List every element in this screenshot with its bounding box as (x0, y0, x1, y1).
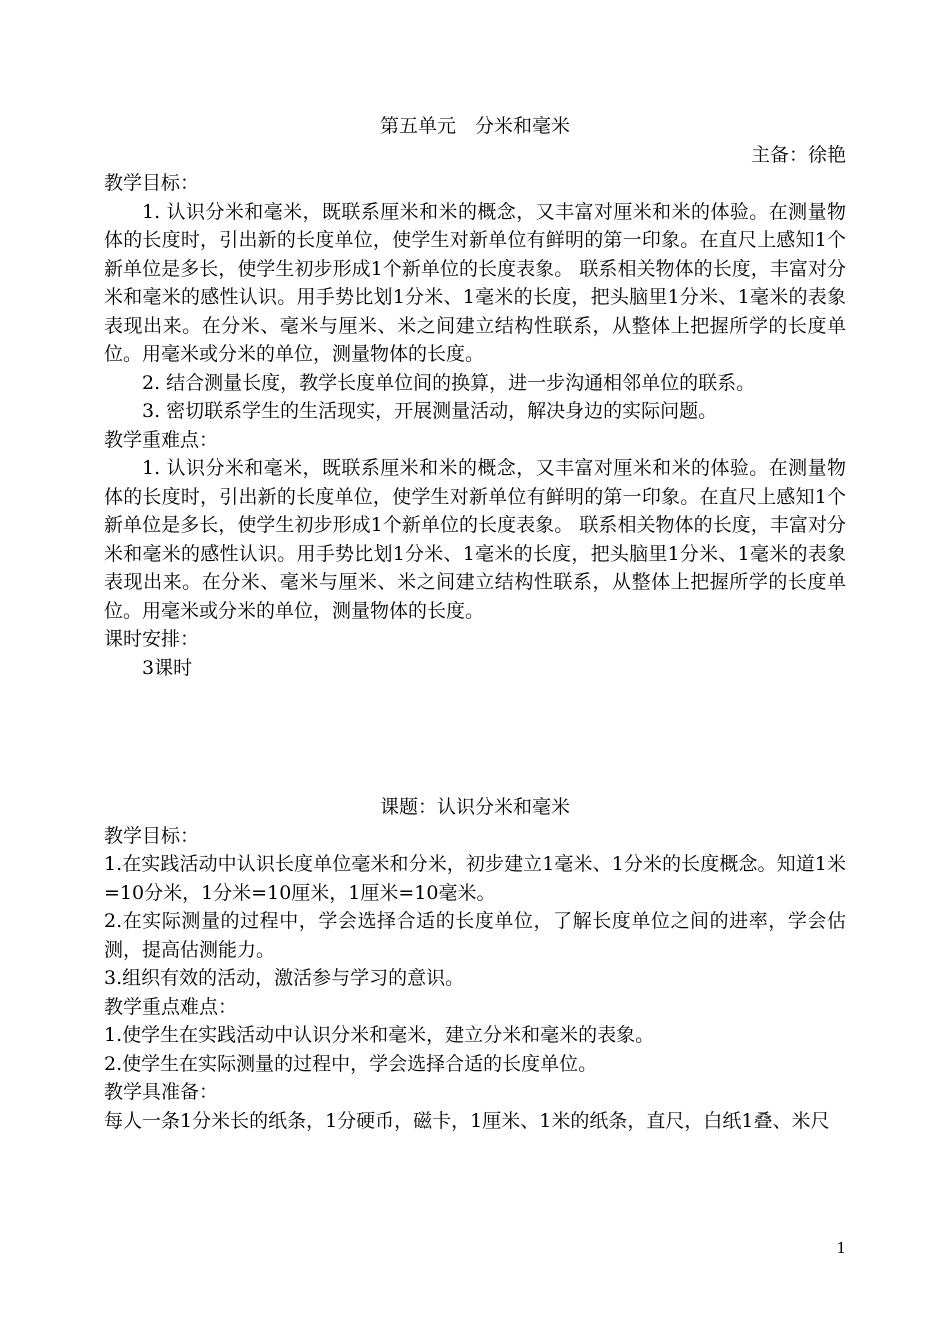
unit-goal-item: 2. 结合测量长度，教学长度单位间的换算，进一步沟通相邻单位的联系。 (142, 371, 756, 394)
lesson-title: 课题：认识分米和毫米 (379, 796, 570, 818)
page-number: 1 (836, 1239, 846, 1257)
lesson-goal-item: 3.组织有效的活动，激活参与学习的意识。 (104, 967, 465, 989)
unit-author: 主备：徐艳 (750, 143, 846, 166)
unit-schedule-value: 3课时 (142, 656, 193, 679)
unit-goal-item: 3. 密切联系学生的生活现实，开展测量活动，解决身边的实际问题。 (142, 400, 718, 422)
section-gap (104, 682, 846, 793)
lesson-materials: 每人一条1分米长的纸条，1分硬币，磁卡，1厘米、1米的纸条，直尺，白纸1叠、米尺 (104, 1109, 830, 1132)
unit-key-heading: 教学重难点： (104, 428, 219, 451)
unit-schedule-heading: 课时安排： (104, 628, 200, 650)
lesson-goals-heading: 教学目标： (104, 824, 200, 847)
lesson-goal-item: 1.在实践活动中认识长度单位毫米和分米，初步建立1毫米、1分米的长度概念。知道1米=10分米，1分米=10厘米，1厘米=10毫米。 (104, 853, 846, 904)
unit-goal-item: 1. 认识分米和毫米，既联系厘米和米的概念，又丰富对厘米和米的体验。在测量物体的长度时，引出新的长度单位，使学生对新单位有鲜明的第一印象。在直尺上感知1个新单位是多长，使学生初步形成1个新单位的长度表象。 联系相关物体的长度，丰富对分米和毫米的感性认识。用手势比划1分米、1毫米的长度，把头脑里1分米、1毫米的表象表现出来。在分米、毫米与厘米、米之间建立结构性联系，从整体上把握所学的长度单位。用毫米或分米的单位，测量物体的长度。 (104, 200, 846, 365)
lesson-key-heading: 教学重点难点： (104, 995, 238, 1018)
unit-goals-heading: 教学目标： (104, 172, 200, 194)
unit-title: 第五单元 分米和毫米 (379, 115, 570, 137)
lesson-key-item: 2.使学生在实际测量的过程中，学会选择合适的长度单位。 (104, 1052, 598, 1075)
unit-key-item: 1. 认识分米和毫米，既联系厘米和米的概念，又丰富对厘米和米的体验。在测量物体的长度时，引出新的长度单位，使学生对新单位有鲜明的第一印象。在直尺上感知1个新单位是多长，使学生初步形成1个新单位的长度表象。 联系相关物体的长度，丰富对分米和毫米的感性认识。用手势比划1分米、1毫米的长度，把头脑里1分米、1毫米的表象表现出来。在分米、毫米与厘米、米之间建立结构性联系，从整体上把握所学的长度单位。用毫米或分米的单位，测量物体的长度。 (104, 457, 846, 622)
lesson-materials-heading: 教学具准备： (104, 1081, 219, 1103)
lesson-goal-item: 2.在实际测量的过程中，学会选择合适的长度单位，了解长度单位之间的进率，学会估测，提高估测能力。 (104, 910, 846, 961)
lesson-key-item: 1.使学生在实践活动中认识分米和毫米，建立分米和毫米的表象。 (104, 1024, 655, 1046)
